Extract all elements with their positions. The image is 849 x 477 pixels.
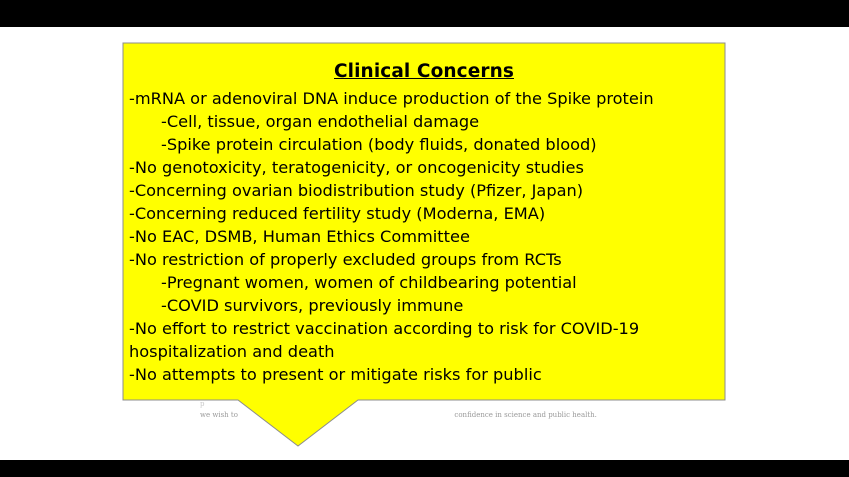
- concern-item: -No effort to restrict vaccination according to risk for COVID-19: [129, 319, 640, 338]
- concern-subitem: -Pregnant women, women of childbearing potential: [161, 273, 577, 292]
- slide-title: Clinical Concerns: [334, 61, 514, 82]
- concern-subitem: -COVID survivors, previously immune: [161, 296, 464, 315]
- concern-item: -No restriction of properly excluded groups from RCTs: [129, 250, 562, 269]
- concern-item: -Concerning reduced fertility study (Moderna, EMA): [129, 204, 546, 223]
- concern-item: -No EAC, DSMB, Human Ethics Committee: [129, 227, 470, 246]
- background-doc-line-2-end: confidence in science and public health.: [454, 411, 597, 419]
- concern-subitem: -Spike protein circulation (body fluids, donated blood): [161, 135, 597, 154]
- background-doc-line-2-start: we wish to: [200, 411, 238, 419]
- concern-item: -No genotoxicity, teratogenicity, or oncogenicity studies: [129, 158, 584, 177]
- concern-subitem: -Cell, tissue, organ endothelial damage: [161, 112, 480, 131]
- background-doc-line-1: p: [200, 400, 205, 408]
- callout-content: [123, 43, 725, 400]
- concern-item: hospitalization and death: [129, 342, 335, 361]
- concern-item: -mRNA or adenoviral DNA induce production of the Spike protein: [129, 89, 654, 108]
- concern-item: -Concerning ovarian biodistribution study (Pfizer, Japan): [129, 181, 584, 200]
- concern-item: -No attempts to present or mitigate risks for public: [129, 365, 542, 384]
- concerns-list: [129, 87, 721, 386]
